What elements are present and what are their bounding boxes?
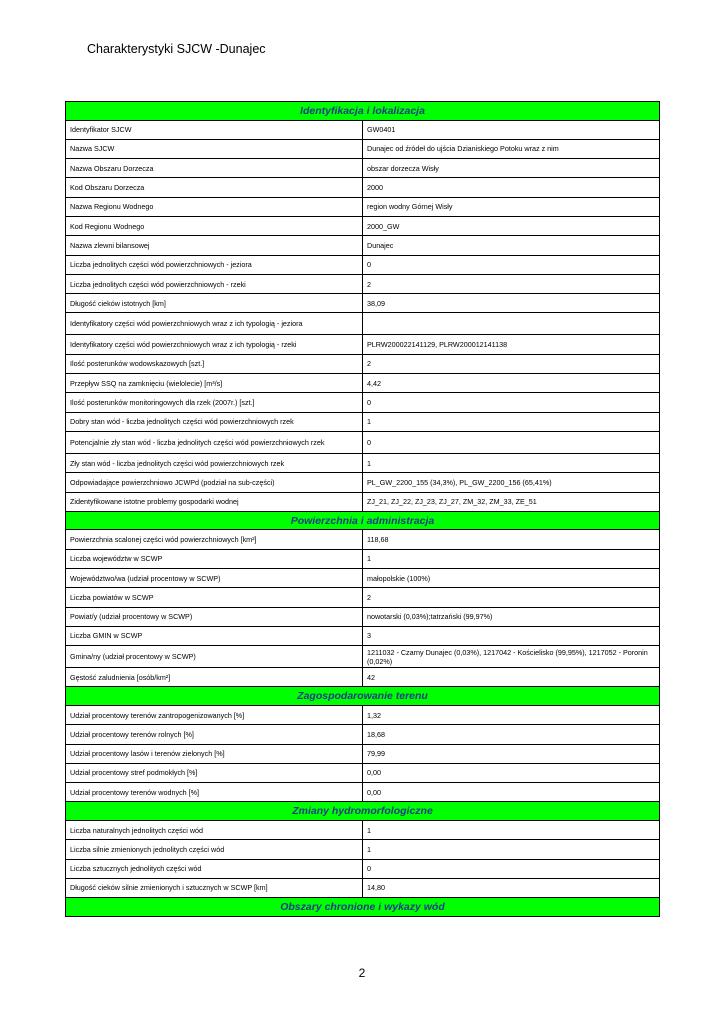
row-label: Potencjalnie zły stan wód - liczba jednolitych części wód powierzchniowych rzek: [66, 431, 363, 453]
table-row: [66, 763, 660, 782]
table-row: [66, 178, 660, 197]
table-row: [66, 431, 660, 453]
row-label: Nazwa SJCW: [66, 139, 363, 158]
row-value: 3: [363, 626, 660, 645]
table-row: [66, 646, 660, 668]
row-value: region wodny Górnej Wisły: [363, 197, 660, 216]
section-title: Zmiany hydromorfologiczne: [66, 802, 660, 821]
section-title: Powierzchnia i administracja: [66, 511, 660, 530]
row-label: Udział procentowy terenów rolnych [%]: [66, 725, 363, 744]
row-value: 1: [363, 453, 660, 472]
row-label: Zidentyfikowane istotne problemy gospodarki wodnej: [66, 492, 363, 511]
row-label: Nazwa zlewni bilansowej: [66, 236, 363, 255]
table-row: [66, 705, 660, 724]
row-value: 0,00: [363, 783, 660, 802]
row-label: Liczba jednolitych części wód powierzchniowych - jeziora: [66, 255, 363, 274]
row-label: Udział procentowy lasów i terenów zielonych [%]: [66, 744, 363, 763]
row-value: małopolskie (100%): [363, 568, 660, 587]
row-value: ZJ_21, ZJ_22, ZJ_23, ZJ_27, ZM_32, ZM_33, ZE_51: [363, 492, 660, 511]
row-label: Kod Regionu Wodnego: [66, 216, 363, 235]
row-value: 2000_GW: [363, 216, 660, 235]
row-label: Zły stan wód - liczba jednolitych części wód powierzchniowych rzek: [66, 453, 363, 472]
table-row: [66, 820, 660, 839]
row-value: 2: [363, 354, 660, 373]
row-label: Województwo/wa (udział procentowy w SCWP): [66, 568, 363, 587]
row-value: 38,09: [363, 294, 660, 313]
section-header-row: [66, 802, 660, 821]
table-row: [66, 412, 660, 431]
table-row: [66, 374, 660, 393]
table-row: [66, 840, 660, 859]
row-label: Odpowiadające powierzchniowo JCWPd (podział na sub-części): [66, 473, 363, 492]
row-value: 2000: [363, 178, 660, 197]
row-label: Przepływ SSQ na zamknięciu (wielolecie) [m³/s]: [66, 374, 363, 393]
table-row: [66, 354, 660, 373]
table-row: [66, 139, 660, 158]
row-label: Nazwa Obszaru Dorzecza: [66, 159, 363, 178]
row-label: Udział procentowy terenów wodnych [%]: [66, 783, 363, 802]
row-label: Liczba jednolitych części wód powierzchniowych - rzeki: [66, 274, 363, 293]
section-title: Identyfikacja i lokalizacja: [66, 102, 660, 121]
table-row: [66, 626, 660, 645]
table-row: [66, 878, 660, 897]
row-label: Długość cieków silnie zmienionych i sztucznych w SCWP [km]: [66, 878, 363, 897]
row-value: 14,80: [363, 878, 660, 897]
table-row: [66, 530, 660, 549]
row-label: Ilość posterunków wodowskazowych [szt.]: [66, 354, 363, 373]
row-value: 1: [363, 549, 660, 568]
row-label: Powierzchnia scalonej części wód powierzchniowych [km²]: [66, 530, 363, 549]
table-body: [66, 102, 660, 917]
row-value: 0: [363, 255, 660, 274]
section-title: Obszary chronione i wykazy wód: [66, 898, 660, 917]
row-value: obszar dorzecza Wisły: [363, 159, 660, 178]
row-label: Liczba sztucznych jednolitych części wód: [66, 859, 363, 878]
table-row: [66, 725, 660, 744]
row-label: Liczba powiatów w SCWP: [66, 588, 363, 607]
row-label: Identyfikator SJCW: [66, 120, 363, 139]
table-row: [66, 313, 660, 335]
row-label: Długość cieków istotnych [km]: [66, 294, 363, 313]
row-label: Liczba naturalnych jednolitych części wód: [66, 820, 363, 839]
row-label: Powiat/y (udział procentowy w SCWP): [66, 607, 363, 626]
table-row: [66, 859, 660, 878]
section-header-row: [66, 898, 660, 917]
row-value: GW0401: [363, 120, 660, 139]
table-row: [66, 473, 660, 492]
row-label: Nazwa Regionu Wodnego: [66, 197, 363, 216]
table-row: [66, 568, 660, 587]
row-value: 1211032 - Czarny Dunajec (0,03%), 1217042 - Kościelisko (99,95%), 1217052 - Poronin (0,02%): [363, 646, 660, 668]
row-label: Liczba województw w SCWP: [66, 549, 363, 568]
characteristics-table: [65, 101, 660, 917]
row-value: PL_GW_2200_155 (34,3%), PL_GW_2200_156 (65,41%): [363, 473, 660, 492]
page-number: 2: [358, 966, 366, 980]
row-label: Dobry stan wód - liczba jednolitych części wód powierzchniowych rzek: [66, 412, 363, 431]
row-label: Gmina/ny (udział procentowy w SCWP): [66, 646, 363, 668]
document-title: Charakterystyki SJCW -Dunajec: [87, 42, 266, 56]
table-row: [66, 588, 660, 607]
table-row: [66, 255, 660, 274]
table-row: [66, 744, 660, 763]
row-label: Identyfikatory części wód powierzchniowych wraz z ich typologią - jeziora: [66, 313, 363, 335]
row-value: 1: [363, 840, 660, 859]
row-label: Ilość posterunków monitoringowych dla rzek (2007r.) [szt.]: [66, 393, 363, 412]
row-value: 118,68: [363, 530, 660, 549]
row-value: 4,42: [363, 374, 660, 393]
row-value: [363, 313, 660, 335]
row-value: 1: [363, 412, 660, 431]
table-row: [66, 120, 660, 139]
row-value: 0: [363, 859, 660, 878]
section-header-row: [66, 511, 660, 530]
row-value: PLRW200022141129, PLRW200012141138: [363, 335, 660, 354]
row-label: Liczba GMIN w SCWP: [66, 626, 363, 645]
table-row: [66, 453, 660, 472]
table-row: [66, 783, 660, 802]
row-value: Dunajec: [363, 236, 660, 255]
row-label: Gęstość zaludnienia [osób/km²]: [66, 668, 363, 687]
row-value: 1,32: [363, 705, 660, 724]
table-row: [66, 607, 660, 626]
row-value: 1: [363, 820, 660, 839]
table-row: [66, 549, 660, 568]
row-value: nowotarski (0,03%);tatrzański (99,97%): [363, 607, 660, 626]
row-value: 18,68: [363, 725, 660, 744]
table-row: [66, 159, 660, 178]
row-label: Udział procentowy stref podmokłych [%]: [66, 763, 363, 782]
row-value: 0: [363, 393, 660, 412]
row-label: Liczba silnie zmienionych jednolitych części wód: [66, 840, 363, 859]
row-label: Identyfikatory części wód powierzchniowych wraz z ich typologią - rzeki: [66, 335, 363, 354]
section-header-row: [66, 687, 660, 706]
row-value: 0,00: [363, 763, 660, 782]
row-value: Dunajec od źródeł do ujścia Dzianiskiego Potoku wraz z nim: [363, 139, 660, 158]
table-row: [66, 274, 660, 293]
row-value: 2: [363, 588, 660, 607]
table-row: [66, 236, 660, 255]
row-label: Udział procentowy terenów zantropogenizowanych [%]: [66, 705, 363, 724]
row-value: 0: [363, 431, 660, 453]
section-header-row: [66, 102, 660, 121]
table-row: [66, 668, 660, 687]
table-row: [66, 492, 660, 511]
table-row: [66, 216, 660, 235]
row-value: 79,99: [363, 744, 660, 763]
section-title: Zagospodarowanie terenu: [66, 687, 660, 706]
table-row: [66, 294, 660, 313]
row-label: Kod Obszaru Dorzecza: [66, 178, 363, 197]
row-value: 42: [363, 668, 660, 687]
row-value: 2: [363, 274, 660, 293]
table-row: [66, 335, 660, 354]
table-row: [66, 393, 660, 412]
table-row: [66, 197, 660, 216]
